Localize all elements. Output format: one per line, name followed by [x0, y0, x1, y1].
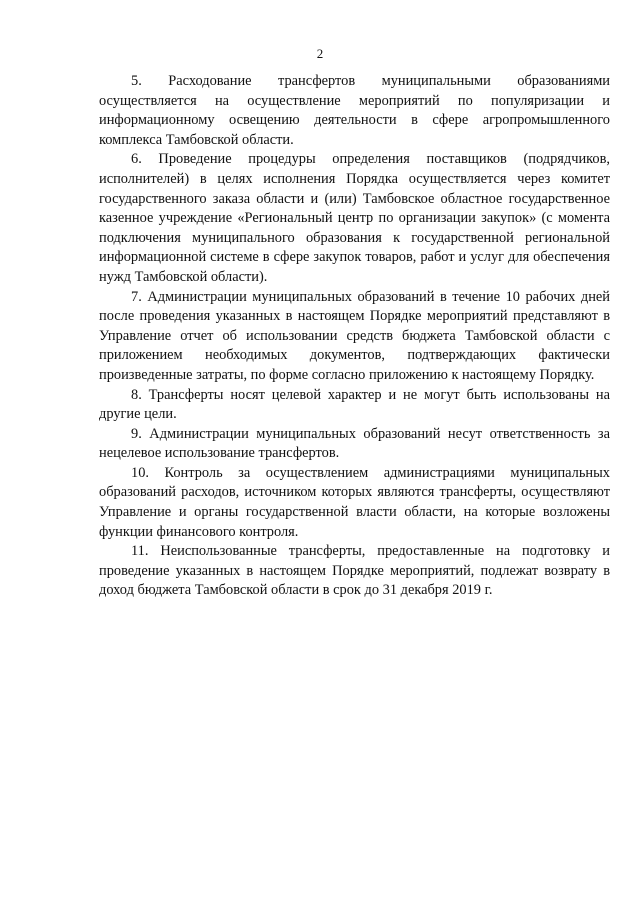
paragraph-7: 7. Администрации муниципальных образований в течение 10 рабочих дней после проведения указанных в настоящем Порядке мероприятий представляют в Управление отчет об использовании средств бюджета Тамбовской области с приложением необходимых документов, подтверждающих фактически произведенные затраты, по форме согласно приложению к настоящему Порядку.	[99, 288, 610, 383]
paragraph-6: 6. Проведение процедуры определения поставщиков (подрядчиков, исполнителей) в целях исполнения Порядка осуществляется через комитет государственного заказа области и (или) Тамбовское областное государственное казенное учреждение «Региональный центр по организации закупок» (с момента подключения муниципального образования к государственной региональной информационной системе в сфере закупок товаров, работ и услуг для обеспечения нужд Тамбовской области).	[99, 151, 610, 285]
paragraph-8: 8. Трансферты носят целевой характер и не могут быть использованы на другие цели.	[99, 386, 610, 423]
paragraph-5: 5. Расходование трансфертов муниципальными образованиями осуществляется на осуществление мероприятий по популяризации и информационному освещению деятельности в сфере агропромышленного комплекса Тамбовской области.	[99, 73, 610, 148]
paragraph-11: 11. Неиспользованные трансферты, предоставленные на подготовку и проведение указанных в настоящем Порядке мероприятий, подлежат возврату в доход бюджета Тамбовской области в срок до 31 декабря 2019 г.	[99, 543, 610, 599]
page-number: 2	[316, 46, 324, 61]
document-body	[99, 72, 610, 601]
paragraph-9: 9. Администрации муниципальных образований несут ответственность за нецелевое использование трансфертов.	[99, 425, 610, 462]
paragraph-10: 10. Контроль за осуществлением администрациями муниципальных образований расходов, источником которых являются трансферты, осуществляют Управление и органы государственной власти области, на которые возложены функции финансового контроля.	[99, 464, 610, 540]
